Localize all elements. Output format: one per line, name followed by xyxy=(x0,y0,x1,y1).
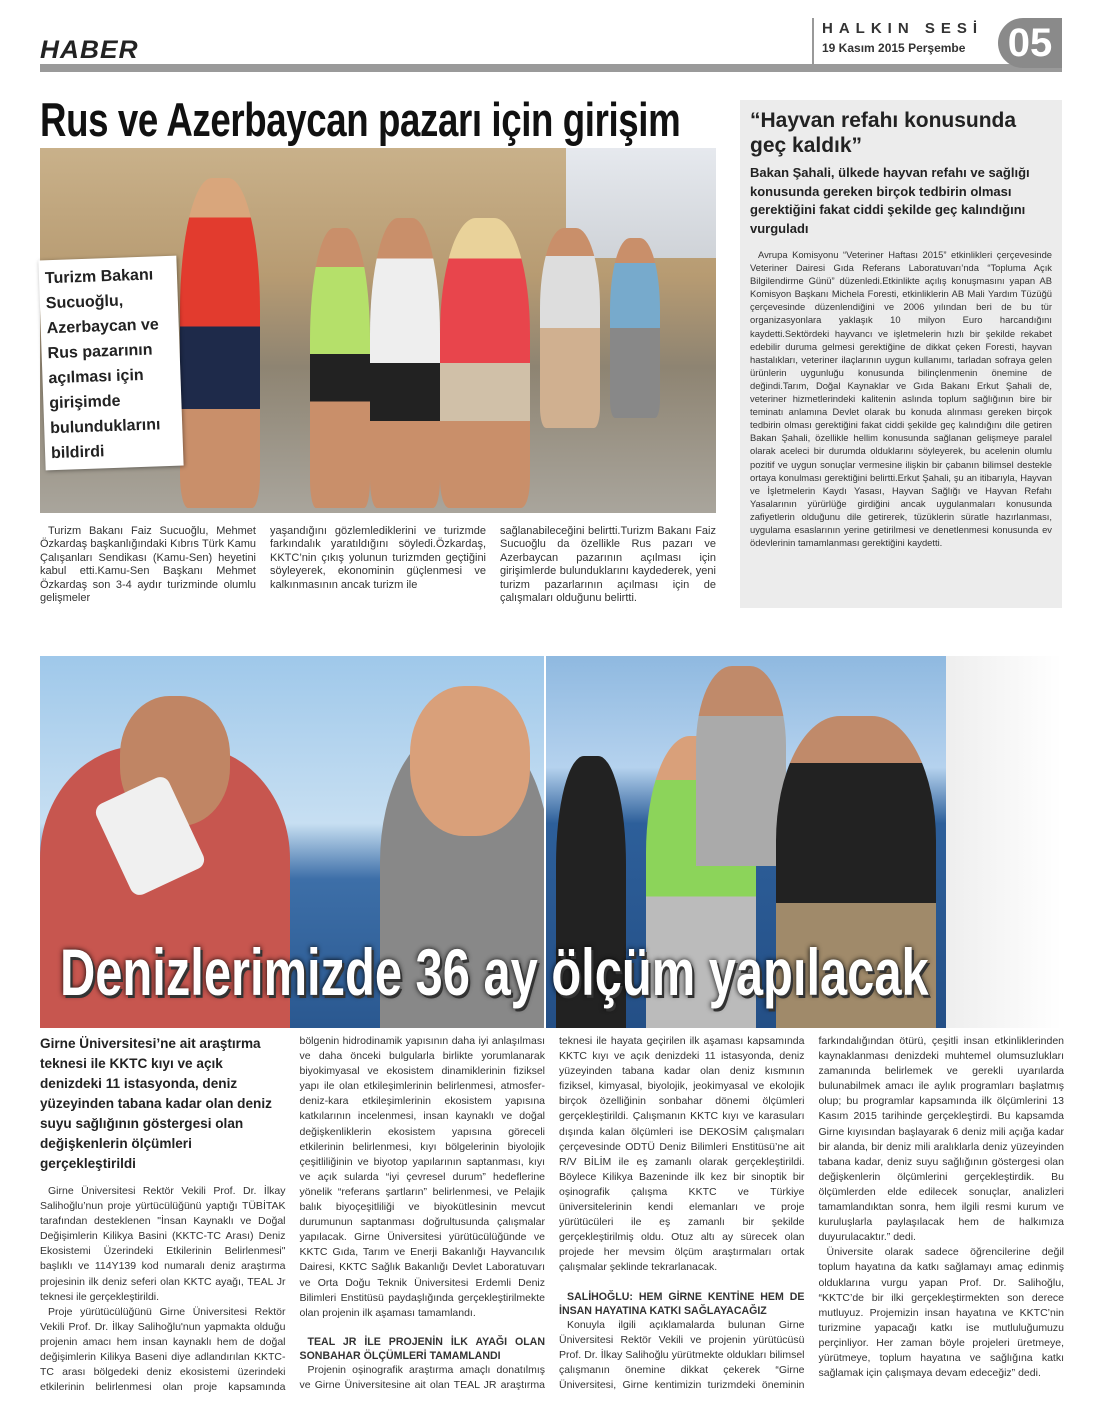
sidebar-story xyxy=(740,100,1062,608)
paragraph: sağlanabileceğini belirtti.Turizm Bakanı Faiz Sucuoğlu da özellikle Rus pazarı ve Azerbaycan pazarının açılması için girişimlerde bulunduklarını kaydederek, yeni turizm pazarlarının açılması için de çalışmaları olduğunu belirtti. xyxy=(500,525,716,605)
paragraph: Proje yürütücülüğünü Girne Üniversitesi Rektör Vekili Prof. Dr. İlkay Salihoğlu'nun yapmakta olduğu projenin amacı hem insan kaynaklı hem de doğal değişimlerin Kilikya Baseni diye adlandırılan KKTC-TC arası bölgedeki deniz ekosistemi üzerindeki etkilerinin belirlenmesi olan proje kapsamında bölgenin hidrodinamik yapısının daha iyi anlaşılması ve daha önceki bulgularla birlikte yorumlanarak biyokimyasal ve ekosistem dinamiklerinin fiziksel yapı ile olan etkileşimlerinin belirlenmesi, atmosfer-deniz-kara etkileşimlerinin ekosistem yapısına katkılarının incelenmesi, insan kaynaklı ve doğal değişkenliklerin ekosistem yapısına göreceli etkilerinin belirlenmesi, kıyı bölgelerinin biyolojik çeşitliliğinin ve biyotop yapılarının saptanması, kıyı ve açık sularda “iyi çevresel durum” hedeflerine yönelik “referans şartların” belirlenmesi, ve Pelajik balık biyoçeşitliliği ve biyokütlesinin mevcut durumunun saptanması doğrultusunda çalışmalar yapılacak. Girne Üniversitesi yürütücülüğünde ve KKTC Gıda, Tarım ve Enerji Bakanlığı Hayvancılık Dairesi, KKTC Sağlık Bakanlığı Devlet Laboratuvarı ve Orta Doğu Teknik Üniversitesi Erdemli Deniz Bilimleri Enstitüsü paydaşlığında gerçekleştirilmekte olan projenin ilk aşaması tamamlandı. xyxy=(40,1035,545,1394)
paragraph: Avrupa Komisyonu “Veteriner Haftası 2015” etkinlikleri çerçevesinde Veteriner Dairesi Gıda Referans Laboratuvarı’nda “Topluma Açık Bilgilendirme Günü” düzenledi.Etkinlikte açılış konuşmasını yapan AB Komisyon Başkanı Michela Foresti, etkinliklerin AB Mali Yardım Tüzüğü çerçevesinde düzenlendiğini ve 2006 yılından beri de bu tür organizasyonlara yaklaşık 10 milyon Euro harcandığını kaydetti.Sektördeki hayvancı ve işletmelerin hızlı bir şekilde rekabet edebilir duruma gelmesi gerektiğine de dikkat çeken Foresti, hayvan hastalıkları, veteriner ilaçlarının uygun kullanımı, tarladan sofraya gelen ürünlerin uygunluğu konusunda bilinçlenmenin önemine de değindi.Tarım, Doğal Kaynaklar ve Gıda Bakanı Erkut Şahali de, veteriner hizmetlerindeki kalitenin aslında toplum sağlığının bire bir teminatı anlamına Devlet olarak bu konuda alınması gereken birçok tedbirin olması gerektiğini fakat ciddi şekilde geç kalındığını dile getiren Bakan Şahali, özellikle hellim konusunda sağlanan gelişmeye paralel olarak aceleci bir durumda olduklarını söyleyerek, bu acelenin olumlu pozitif ve uygun sonuçlar vermesine ilişkin bir çabanın bilimsel destekle ortaya konulması gerektiğini belirtti.Erkut Şahali, şu an itibarıyla, Hayvan ve İşletmelerin Kaydı Yasası, Hayvan Sağlığı ve Hayvan Refahı Yasalarının yürürlüğe girdiğini ancak uygulanmaları konusunda zafiyetlerin olduğunu dile getirerek, tüzüklerin süratle hazırlanması, uygulama esaslarının yerine getirilmesi ve denetlenmesi konusunda ev ödevlerinin tamamlanması gerektiğini kaydetti. xyxy=(750,249,1052,549)
header-rule xyxy=(40,64,1062,72)
section-label: HABER xyxy=(40,36,139,64)
paper-name: HALKIN SESİ xyxy=(822,20,984,37)
paragraph: Projenin oşinografik araştırma amaçlı donatılmış ve Girne Üniversitesine ait olan TEAL JR araştırma teknesi ile hayata geçirilen ilk aşaması kapsamında KKTC kıyı ve açık denizdeki 11 istasyonda, deniz yüzeyinden tabana kadar olan deniz kısmının fiziksel, kimyasal, biyolojik, jeokimyasal ve ekolojik birçok özelliğinin sonbahar dönemi ölçümleri gerçekleştirildi. Çalışmanın KKTC kıyı ve karasuları dışında kalan ölçümleri ise DEKOSİM çalışmaları çerçevesinde ODTÜ Deniz Bilimleri Enstitüsü’ne ait R/V BİLİM ile eş zamanlı olarak gerçekleştirildi. Böylece Kilikya Bazeninde ilk kez bir sinoptik bir oşinografik çalışma KKTC ve Türkiye üniversitelerinin kendi elemanları ve proje yürütücüleri ile eş zamanlı bir şekilde gerçekleştirilmiş oldu. Otuz altı ay sürecek olan projede her mevsim ölçüm araştırmaları ortak çalışmalar şeklinde tekrarlanacak. xyxy=(299,1035,805,1391)
paragraph: Girne Üniversitesi Rektör Vekili Prof. Dr. İlkay Salihoğlu’nun proje yürtücülüğünü yaptığı TÜBİTAK tarafından desteklenen "İnsan Kaynaklı ve Doğal Değişimlerin Kilikya Basini (KKTC-TC Arası) Deniz Ekosistemi Üzerindeki Etkilerinin Belirlenmesi" başlıklı ve 114Y139 kod numaralı deniz araştırma projesinin ilk deniz seferi olan KKTC ayağı, TEAL Jr teknesi ile gerçekleştirildi. xyxy=(40,1185,286,1303)
subheading: TEAL JR İLE PROJENİN İLK AYAĞI OLAN SONBAHAR ÖLÇÜMLERİ TAMAMLANDI xyxy=(299,1335,545,1362)
story2-lead: Girne Üniversitesi’ne ait araştırma teknesi ile KKTC kıyı ve açık denizdeki 11 istasyonda, deniz yüzeyinden tabana kadar olan deniz suyu sağlığının göstergesi olan değişkenlerin ölçümleri gerçekleştirildi xyxy=(40,1036,272,1171)
masthead xyxy=(812,18,1010,64)
page-number: 05 xyxy=(998,18,1062,68)
issue-date: 19 Kasım 2015 Perşembe xyxy=(822,41,966,55)
subheading: SALİHOĞLU: HEM GİRNE KENTİNE HEM DE İNSAN HAYATINA KATKI SAĞLAYACAĞIZ xyxy=(559,1290,805,1317)
sidebar-subheadline: Bakan Şahali, ülkede hayvan refahı ve sağlığı konusunda gereken birçok tedbirin olması gerektiğini fakat ciddi şekilde geç kalındığını vurguladı xyxy=(750,165,1030,236)
paragraph: Konuyla ilgili açıklamalarda bulunan Girne Üniversitesi Rektör Vekili ve projenin yürütücüsü Prof. Dr. İlkay Salihoğlu yürütmekte oldukları bilimsel çalışmanın önemine dikkat çekerek “Girne Üniversitesi, Girne kentimizin turizmdeki öneminin farkındalığından ötürü, çeşitli insan etkinliklerinden kaynaklanması denizdeki muhtemel olumsuzlukları zamanında belirlemek ve gerekli uyarılarda bulunabilmek amacı ile aylık programları başlatmış olup; bu programlar kapsamında ilk ölçümlerini 13 Kasım 2015 tarihinde gerçekleştirdi. Bu kapsamda Girne kıyısından başlayarak 6 deniz mili açığa kadar bir alanda, bir deniz mili aralıklarla deniz yüzeyinden tabana kadar, deniz suyu sağlığının göstergesi olan değişkenlerin ölçümlerini gerçekleştirdik. Bu ölçümlerden elde edilecek sonuçlar, analizleri tamamlandıktan sonra, hem ilgili resmi kurum ve kuruluşlarla paylaşılacak hem de halkımıza duyurulacaktır.” dedi. xyxy=(559,1035,1064,1391)
sidebar-body xyxy=(750,248,1052,549)
sidebar-headline: “Hayvan refahı konusunda geç kaldık” xyxy=(750,109,1017,157)
paragraph: yaşandığını gözlemlediklerini ve turizmde farkındalık yaratıldığını söyledi.Özkardaş, KKTC’nin çıkış yolunun turizmden geçtiğini söyleyerek, ekonominin güçlenmesi ve kalkınmasının ancak turizm ile xyxy=(270,525,486,591)
paragraph: Üniversite olarak sadece öğrencilerine değil toplum hayatına da katkı sağlamayı amaç edinmiş olduklarına vurgu yapan Prof. Dr. Salihoğlu, “KKTC’de bir ilki gerçekleştirmekten son derece mutluyuz. Projemizin insan hayatına ve KKTC’nin turizmine yapacağı katkı ise mutluluğumuzu perçinliyor. Her zaman böyle projeleri üretmeye, yürütmeye, toplum hayatına ve sağlığına katkı sağlamak için çalışmaya devam edeceğiz” dedi. xyxy=(818,1246,1064,1380)
story2-body-columns xyxy=(40,1034,1064,1395)
story1-column-2 xyxy=(270,525,486,592)
paragraph: Turizm Bakanı Faiz Sucuoğlu, Mehmet Özkardaş başkanlığındaki Kıbrıs Türk Kamu Çalışanları Sendikası (Kamu-Sen) heyetini kabul etti.Kamu-Sen Başkanı Mehmet Özkardaş son 3-4 aydır turizminde olumlu gelişmeler xyxy=(40,525,256,605)
story1-column-3 xyxy=(500,525,716,605)
photo-caption: Turizm Bakanı Sucuoğlu, Azerbaycan ve Rus pazarının açılması için girişimde bulunduklarını bildirdi xyxy=(38,256,183,471)
story1-column-1 xyxy=(40,525,256,605)
story1-headline: Rus ve Azerbaycan pazarı için girişim xyxy=(40,93,681,146)
story2-headline: Denizlerimizde 36 ay ölçüm yapılacak xyxy=(60,935,929,1009)
